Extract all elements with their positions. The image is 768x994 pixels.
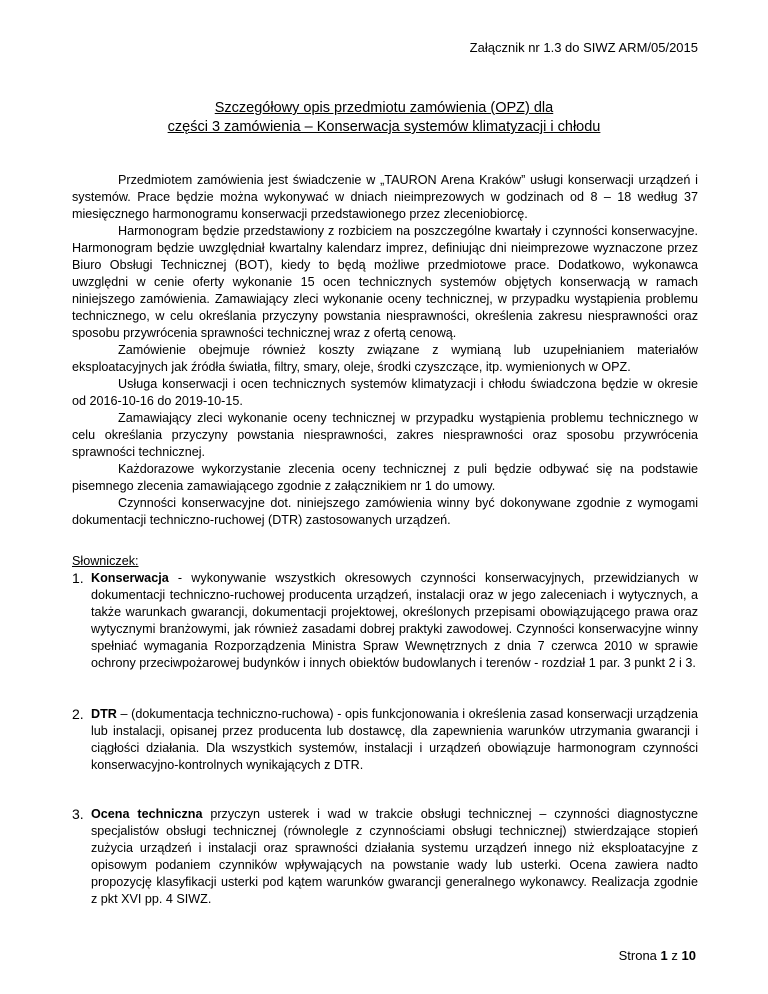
- glossary-term: Konserwacja: [91, 571, 169, 585]
- glossary-item: [72, 806, 698, 908]
- glossary-item: [72, 570, 698, 672]
- page-number: [619, 948, 696, 964]
- page-label: Strona: [618, 948, 657, 963]
- glossary-item: [72, 706, 698, 774]
- glossary-term: Ocena techniczna: [91, 807, 203, 821]
- glossary-item-number: 1.: [72, 570, 84, 586]
- glossary-definition: przyczyn usterek i wad w trakcie obsługi technicznej – czynności diagnostyczne specjalistów obsługi technicznej (równolegle z czynnościami obsługi technicznej) stwierdzające stopień zużycia urządzeń i instalacji oraz sprawności działania systemu urządzeń innego niż eksploatacyjne z opisowym podaniem czynników wpływających na powstanie wady lub usterki. Ocena zawiera nadto propozycję klasyfikacji usterki pod kątem warunków gwarancji generalnego wykonawcy. Realizacja zgodnie z pkt XVI pp. 4 SIWZ.: [91, 807, 698, 906]
- intro-paragraph: Zamawiający zleci wykonanie oceny technicznej w przypadku wystąpienia problemu technicznego w celu określania przyczyny powstania niesprawności, zakres niesprawności oraz sposobu przywrócenia sprawności technicznej.: [72, 411, 698, 459]
- glossary-title: Słowniczek:: [72, 554, 139, 568]
- glossary-item-number: 3.: [72, 806, 84, 822]
- intro-paragraph: Zamówienie obejmuje również koszty związane z wymianą lub uzupełnianiem materiałów eksploatacyjnych jak źródła światła, filtry, smary, oleje, środki czyszczące, itp. wymienionych w OPZ.: [72, 343, 698, 374]
- current-page: 1: [660, 948, 668, 963]
- intro-section: [72, 172, 698, 529]
- intro-paragraph: Usługa konserwacji i ocen technicznych systemów klimatyzacji i chłodu świadczona będzie w okresie od 2016-10-16 do 2019-10-15.: [72, 377, 698, 408]
- page-of-label: z: [671, 948, 678, 963]
- glossary-term: DTR: [91, 707, 117, 721]
- glossary-item-body: [91, 706, 698, 774]
- glossary-item-number: 2.: [72, 706, 84, 722]
- intro-paragraph: Przedmiotem zamówienia jest świadczenie w „TAURON Arena Kraków” usługi konserwacji urządzeń i systemów. Prace będzie można wykonywać w dniach nieimprezowych w godzinach od 8 – 18 według 37 miesięcznego harmonogramu konserwacji przedstawionego przez zleceniobiorcę.: [72, 173, 698, 221]
- page-header: Załącznik nr 1.3 do SIWZ ARM/05/2015: [469, 40, 698, 55]
- glossary-item-body: [91, 570, 698, 672]
- intro-paragraph: Każdorazowe wykorzystanie zlecenia oceny technicznej z puli będzie odbywać się na podstawie pisemnego zlecenia zamawiającego zgodnie z załącznikiem nr 1 do umowy.: [72, 462, 698, 493]
- intro-paragraph: Czynności konserwacyjne dot. niniejszego zamówienia winny być dokonywane zgodnie z wymogami dokumentacji techniczno-ruchowej (DTR) zastosowanych urządzeń.: [72, 496, 698, 527]
- glossary-definition: - wykonywanie wszystkich okresowych czynności konserwacyjnych, przewidzianych w dokumentacji techniczno-ruchowej producenta urządzeń, instalacji oraz w jego zaleceniach i wytycznych, a także warunkach gwarancji, dokumentacji projektowej, określonych przepisami obowiązującego prawa oraz wytycznymi branżowymi, jak również zasadami dobrej praktyki zawodowej. Czynności konserwacyjne winny spełniać wymagania Rozporządzenia Ministra Spraw Wewnętrznych z dnia 7 czerwca 2010 w sprawie ochrony przeciwpożarowej budynków i innych obiektów budowlanych i terenów - rozdział 1 par. 3 punkt 2 i 3.: [91, 571, 698, 670]
- intro-paragraph: Harmonogram będzie przedstawiony z rozbiciem na poszczególne kwartały i czynności konserwacyjne. Harmonogram będzie uwzględniał kwartalny kalendarz imprez, definiując dni nieimprezowe wyznaczone przez Biuro Obsługi Technicznej (BOT), kiedy to będą możliwe przedmiotowe prace. Dodatkowo, wykonawca uwzględni w cenie oferty wykonanie 15 ocen technicznych systemów objętych konserwacją w ramach niniejszego zamówienia. Zamawiający zleci wykonanie oceny technicznej, w przypadku wystąpienia problemu technicznego, w celu określania przyczyny powstania niesprawności, określenia zakresu niesprawności oraz sposobu przywrócenia sprawności technicznej wraz z ofertą cenową.: [72, 224, 698, 340]
- glossary-definition: – (dokumentacja techniczno-ruchowa) - opis funkcjonowania i określenia zasad konserwacji urządzenia lub instalacji, opisanej przez producenta lub dostawcę, dla zapewnienia warunków utrzymania gwarancji i ciągłości działania. Dla wszystkich systemów, instalacji i urządzeń obowiązuje harmonogram czynności konserwacyjno-kontrolnych wynikających z DTR.: [91, 707, 698, 772]
- total-pages: 10: [681, 948, 696, 963]
- glossary-item-body: [91, 806, 698, 908]
- document-title: [0, 99, 768, 137]
- title-line-2: części 3 zamówienia – Konserwacja systemów klimatyzacji i chłodu: [167, 119, 601, 135]
- title-line-1: Szczegółowy opis przedmiotu zamówienia (OPZ) dla: [214, 100, 554, 116]
